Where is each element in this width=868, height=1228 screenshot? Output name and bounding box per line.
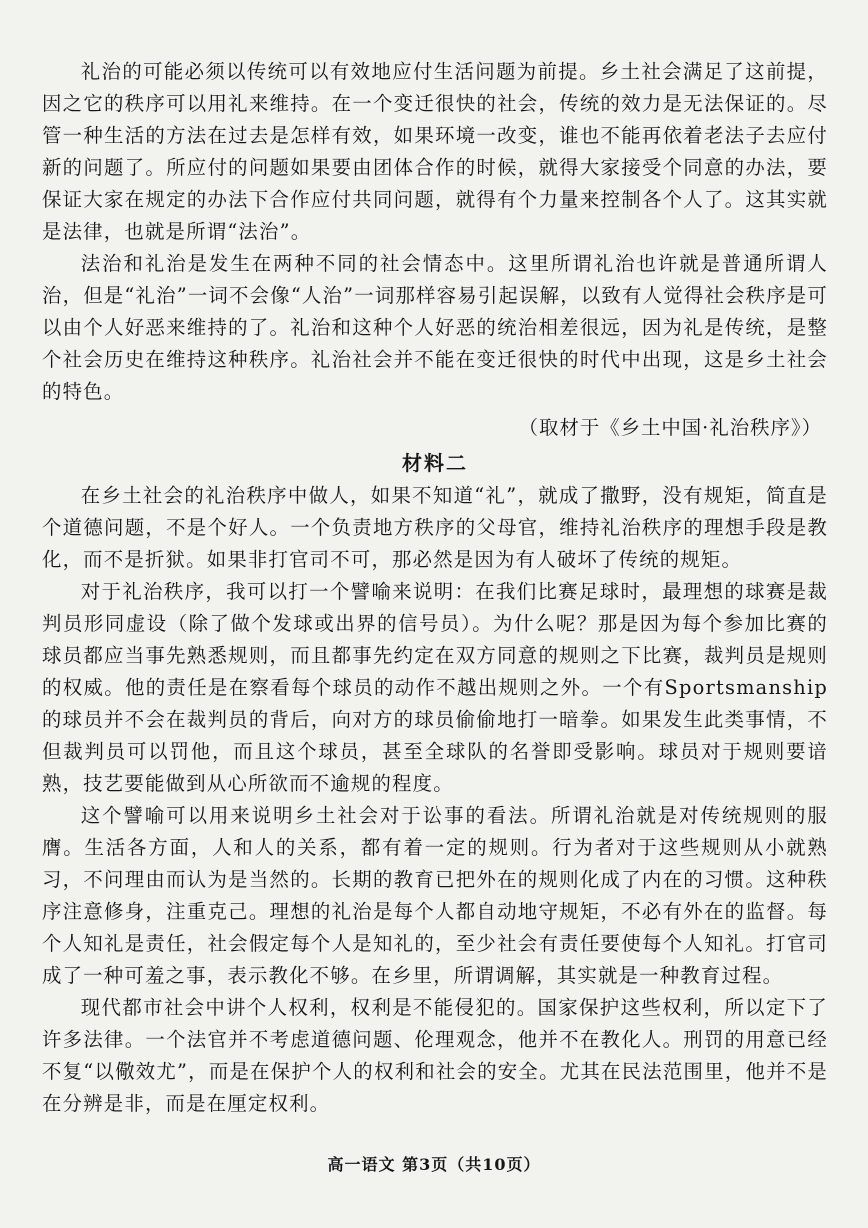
- paragraph: 在乡土社会的礼治秩序中做人，如果不知道“礼”，就成了撒野，没有规矩，简直是个道德问题，不是个好人。一个负责地方秩序的父母官，维持礼治秩序的理想手段是教化，而不是折狱。如果非打官司不可，那必然是因为有人破坏了传统的规矩。: [42, 484, 828, 571]
- paragraph: 现代都市社会中讲个人权利，权利是不能侵犯的。国家保护这些权利，所以定下了许多法律。一个法官并不考虑道德问题、伦理观念，他并不在教化人。刑罚的用意已经不复“以儆效尤”，而是在保护个人的权利和社会的安全。尤其在民法范围里，他并不是在分辨是非，而是在厘定权利。: [42, 996, 828, 1115]
- page-footer: 高一语文 第3页（共10页）: [327, 1155, 541, 1174]
- paragraph: 对于礼治秩序，我可以打一个譬喻来说明：在我们比赛足球时，最理想的球赛是裁判员形同虚设（除了做个发球或出界的信号员）。为什么呢？那是因为每个参加比赛的球员都应当事先熟悉规则，而且都事先约定在双方同意的规则之下比赛，裁判员是规则的权威。他的责任是在察看每个球员的动作不越出规则之外。一个有Sportsmanship的球员并不会在裁判员的背后，向对方的球员偷偷地打一暗拳。如果发生此类事情，不但裁判员可以罚他，而且这个球员，甚至全球队的名誉即受影响。球员对于规则要谙熟，技艺要能做到从心所欲而不逾规的程度。: [42, 580, 828, 795]
- source-citation: （取材于《乡土中国·礼治秩序》）: [518, 416, 822, 439]
- section-heading: 材料二: [402, 451, 468, 475]
- paragraph: 礼治的可能必须以传统可以有效地应付生活问题为前提。乡土社会满足了这前提，因之它的秩序可以用礼来维持。在一个变迁很快的社会，传统的效力是无法保证的。尽管一种生活的方法在过去是怎样有效，如果环境一改变，谁也不能再依着老法子去应付新的问题了。所应付的问题如果要由团体合作的时候，就得大家接受个同意的办法，要保证大家在规定的办法下合作应付共同问题，就得有个力量来控制各个人了。这其实就是法律，也就是所谓“法治”。: [42, 60, 828, 243]
- paragraph: 这个譬喻可以用来说明乡土社会对于讼事的看法。所谓礼治就是对传统规则的服膺。生活各方面，人和人的关系，都有着一定的规则。行为者对于这些规则从小就熟习，不问理由而认为是当然的。长期的教育已把外在的规则化成了内在的习惯。这种秩序注意修身，注重克己。理想的礼治是每个人都自动地守规矩，不必有外在的监督。每个人知礼是责任，社会假定每个人是知礼的，至少社会有责任要使每个人知礼。打官司成了一种可羞之事，表示教化不够。在乡里，所谓调解，其实就是一种教育过程。: [42, 804, 828, 987]
- paragraph: 法治和礼治是发生在两种不同的社会情态中。这里所谓礼治也许就是普通所谓人治，但是“礼治”一词不会像“人治”一词那样容易引起误解，以致有人觉得社会秩序是可以由个人好恶来维持的了。礼治和这种个人好恶的统治相差很远，因为礼是传统，是整个社会历史在维持这种秩序。礼治社会并不能在变迁很快的时代中出现，这是乡土社会的特色。: [42, 252, 828, 403]
